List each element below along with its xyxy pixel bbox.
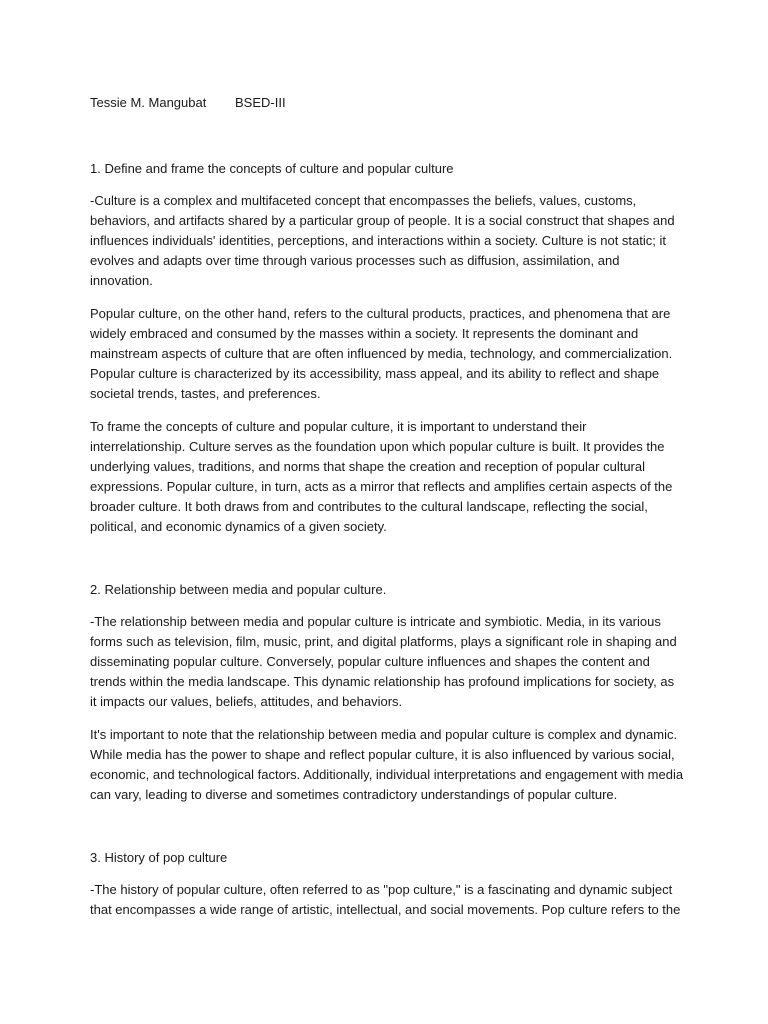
section-spacer [90,550,684,580]
paragraph: To frame the concepts of culture and popular culture, it is important to understand their interrelationship. Culture serves as the foundation upon which popular culture is built. It provides the underlying values, traditions, and norms that shape the creation and reception of popular cultural expressions. Popular culture, in turn, acts as a mirror that reflects and amplifies certain aspects of the broader culture. It both draws from and contributes to the cultural landscape, reflecting the social, political, and economic dynamics of a given society. [90,419,673,534]
section-3 [90,848,684,920]
section-2 [90,580,684,805]
section-heading: 2. Relationship between media and popular culture. [90,582,387,597]
paragraph: -Culture is a complex and multifaceted concept that encompasses the beliefs, values, customs, behaviors, and artifacts shared by a particular group of people. It is a social construct that shapes and influences individuals' identities, perceptions, and interactions within a society. Culture is not static; it evolves and adapts over time through various processes such as diffusion, assimilation, and innovation. [90,193,675,288]
paragraph: -The history of popular culture, often referred to as "pop culture," is a fascinating and dynamic subject that encompasses a wide range of artistic, intellectual, and social movements. Pop culture refers to the [90,882,681,917]
author-name: Tessie M. Mangubat [90,95,207,110]
section-heading: 3. History of pop culture [90,850,228,865]
course-label: BSED-III [235,95,286,110]
paragraph: Popular culture, on the other hand, refers to the cultural products, practices, and phenomena that are widely embraced and consumed by the masses within a society. It represents the dominant and mainstream aspects of culture that are often influenced by media, technology, and commercialization. Popular culture is characterized by its accessibility, mass appeal, and its ability to reflect and shape societal trends, tastes, and preferences. [90,306,673,401]
section-heading: 1. Define and frame the concepts of culture and popular culture [90,161,454,176]
author-header [90,93,684,113]
paragraph: -The relationship between media and popular culture is intricate and symbiotic. Media, in its various forms such as television, film, music, print, and digital platforms, plays a significant role in shaping and disseminating popular culture. Conversely, popular culture influences and shapes the content and trends within the media landscape. This dynamic relationship has profound implications for society, as it impacts our values, beliefs, attitudes, and behaviors. [90,614,677,709]
section-spacer [90,818,684,848]
section-1 [90,159,684,537]
document-body [90,93,684,933]
paragraph: It's important to note that the relationship between media and popular culture is complex and dynamic. While media has the power to shape and reflect popular culture, it is also influenced by various social, economic, and technological factors. Additionally, individual interpretations and engagement with media can vary, leading to diverse and sometimes contradictory understandings of popular culture. [90,727,684,802]
